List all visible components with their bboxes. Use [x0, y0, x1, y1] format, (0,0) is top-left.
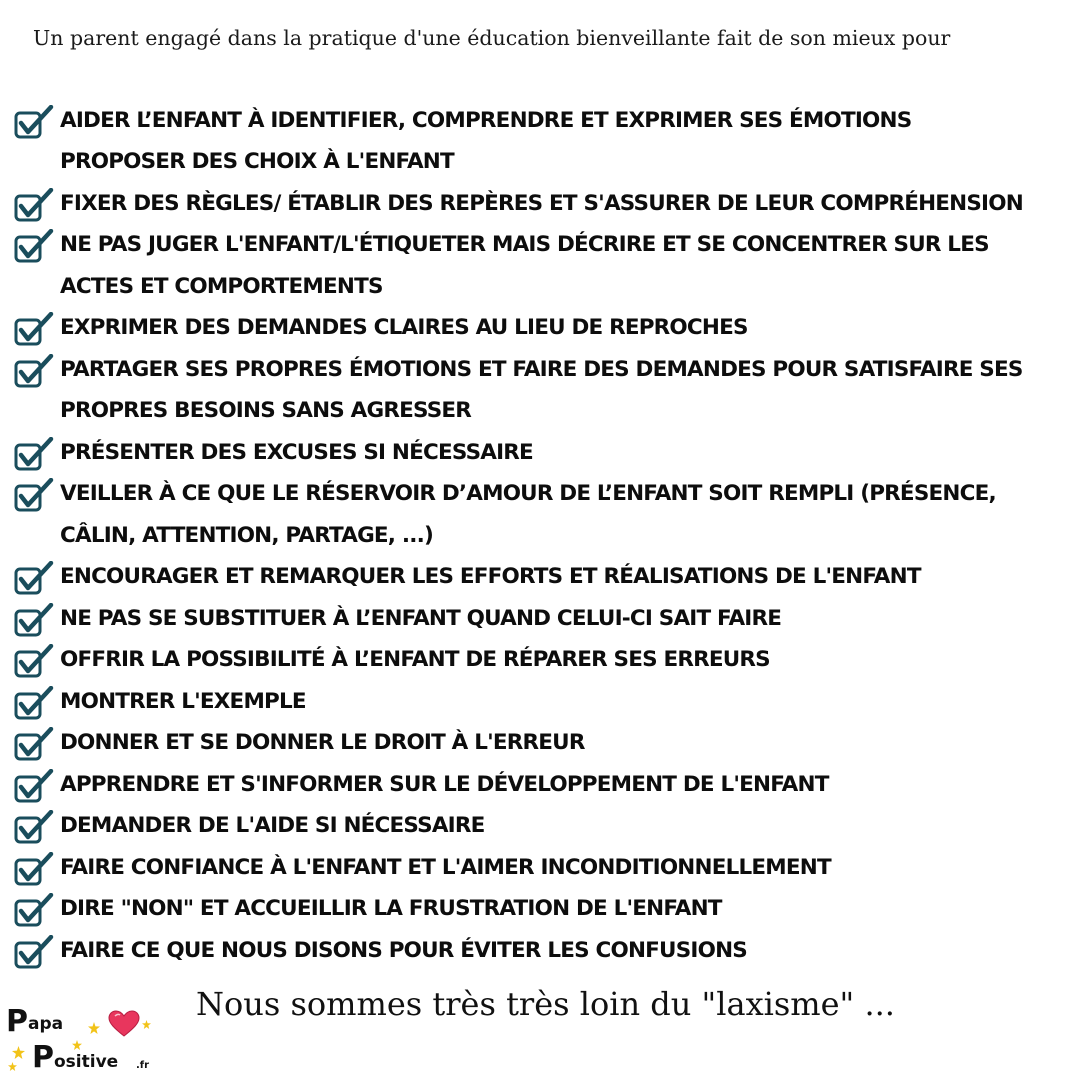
- checklist-item: [60, 473, 1078, 556]
- checklist-item-text: ACTES ET COMPORTEMENTS: [60, 273, 383, 299]
- checklist-item: [60, 764, 1078, 806]
- checklist-item-text: PRÉSENTER DES EXCUSES SI NÉCESSAIRE: [60, 439, 533, 465]
- checklist-item-text: FAIRE CONFIANCE À L'ENFANT ET L'AIMER INCONDITIONNELLEMENT: [60, 854, 831, 880]
- checkbox-checked-icon: [14, 478, 54, 512]
- checklist-item: [60, 598, 1078, 640]
- checklist-item: [60, 888, 1078, 930]
- checkbox-checked-icon: [14, 188, 54, 222]
- checkbox-checked-icon: [14, 644, 54, 678]
- checkbox-checked-icon: [14, 603, 54, 637]
- checklist-item: [60, 639, 1078, 681]
- checklist-item-text: FIXER DES RÈGLES/ ÉTABLIR DES REPÈRES ET S'ASSURER DE LEUR COMPRÉHENSION: [60, 190, 1023, 216]
- checklist-item: [60, 556, 1078, 598]
- checklist-item: [60, 681, 1078, 723]
- checklist-item-text: OFFRIR LA POSSIBILITÉ À L’ENFANT DE RÉPARER SES ERREURS: [60, 647, 770, 672]
- checkbox-checked-icon: [14, 437, 54, 471]
- logo-papa-rest: apa: [28, 1014, 64, 1034]
- checklist-item-text: ENCOURAGER ET REMARQUER LES EFFORTS ET RÉALISATIONS DE L'ENFANT: [60, 564, 921, 589]
- checkbox-checked-icon: [14, 769, 54, 803]
- checklist-item: [60, 847, 1078, 889]
- checklist-item: [60, 183, 1078, 225]
- checklist-item-text: DEMANDER DE L'AIDE SI NÉCESSAIRE: [60, 813, 485, 838]
- checklist-item-text: NE PAS JUGER L'ENFANT/L'ÉTIQUETER MAIS DÉCRIRE ET SE CONCENTRER SUR LES: [60, 232, 989, 257]
- checklist-item-text: PROPOSER DES CHOIX À L'ENFANT: [60, 149, 454, 174]
- intro-text: Un parent engagé dans la pratique d'une éducation bienveillante fait de son mieux pour: [33, 26, 951, 50]
- checklist-item: [60, 307, 1078, 349]
- checklist-item-text: VEILLER À CE QUE LE RÉSERVOIR D’AMOUR DE L’ENFANT SOIT REMPLI (PRÉSENCE,: [60, 481, 996, 506]
- checklist-item-text: PARTAGER SES PROPRES ÉMOTIONS ET FAIRE DES DEMANDES POUR SATISFAIRE SES: [60, 356, 1023, 382]
- checklist-item: [60, 432, 1078, 474]
- checklist-item: [60, 805, 1078, 847]
- papa-positive-logo: [4, 1004, 164, 1080]
- checklist-item-text: APPRENDRE ET S'INFORMER SUR LE DÉVELOPPEMENT DE L'ENFANT: [60, 771, 829, 797]
- checklist-item: [60, 930, 1078, 972]
- checklist-item-text: MONTRER L'EXEMPLE: [60, 688, 306, 714]
- logo-suffix: .fr: [136, 1060, 150, 1071]
- checklist-item-text: FAIRE CE QUE NOUS DISONS POUR ÉVITER LES CONFUSIONS: [60, 937, 747, 963]
- checklist-item: [60, 224, 1078, 307]
- logo-papa-initial: P: [6, 1004, 28, 1039]
- checklist-item-text: NE PAS SE SUBSTITUER À L’ENFANT QUAND CELUI-CI SAIT FAIRE: [60, 605, 782, 631]
- closing-text: Nous sommes très très loin du "laxisme" ...: [196, 985, 895, 1023]
- checkbox-checked-icon: [14, 935, 54, 969]
- checklist-item: [60, 722, 1078, 764]
- checklist-item-text: DIRE "NON" ET ACCUEILLIR LA FRUSTRATION DE L'ENFANT: [60, 896, 722, 921]
- checkbox-checked-icon: [14, 686, 54, 720]
- checkbox-checked-icon: [14, 852, 54, 886]
- checkbox-checked-icon: [14, 810, 54, 844]
- checkbox-checked-icon: [14, 229, 54, 263]
- checklist-item-text: DONNER ET SE DONNER LE DROIT À L'ERREUR: [60, 730, 585, 755]
- checkbox-checked-icon: [14, 893, 54, 927]
- checklist-item-text: CÂLIN, ATTENTION, PARTAGE, ...): [60, 522, 433, 548]
- checklist-item-text: EXPRIMER DES DEMANDES CLAIRES AU LIEU DE REPROCHES: [60, 315, 748, 340]
- star-icon: [88, 1022, 100, 1034]
- checkbox-checked-icon: [14, 354, 54, 388]
- heart-icon: [108, 1010, 140, 1038]
- checkbox-checked-icon: [14, 727, 54, 761]
- checkbox-checked-icon: [14, 561, 54, 595]
- checkbox-checked-icon: [14, 105, 54, 139]
- checklist-item: [60, 349, 1078, 432]
- star-icon: [12, 1046, 25, 1059]
- checklist-item: [60, 100, 1078, 183]
- checkbox-checked-icon: [14, 312, 54, 346]
- logo-positive-initial: P: [32, 1040, 54, 1075]
- star-icon: [72, 1040, 82, 1050]
- checklist-item-text: AIDER L’ENFANT À IDENTIFIER, COMPRENDRE ET EXPRIMER SES ÉMOTIONS: [60, 107, 912, 133]
- star-icon: [142, 1020, 151, 1029]
- star-icon: [8, 1062, 17, 1071]
- logo-positive-rest: ositive: [54, 1052, 119, 1072]
- checklist-item-text: PROPRES BESOINS SANS AGRESSER: [60, 398, 472, 423]
